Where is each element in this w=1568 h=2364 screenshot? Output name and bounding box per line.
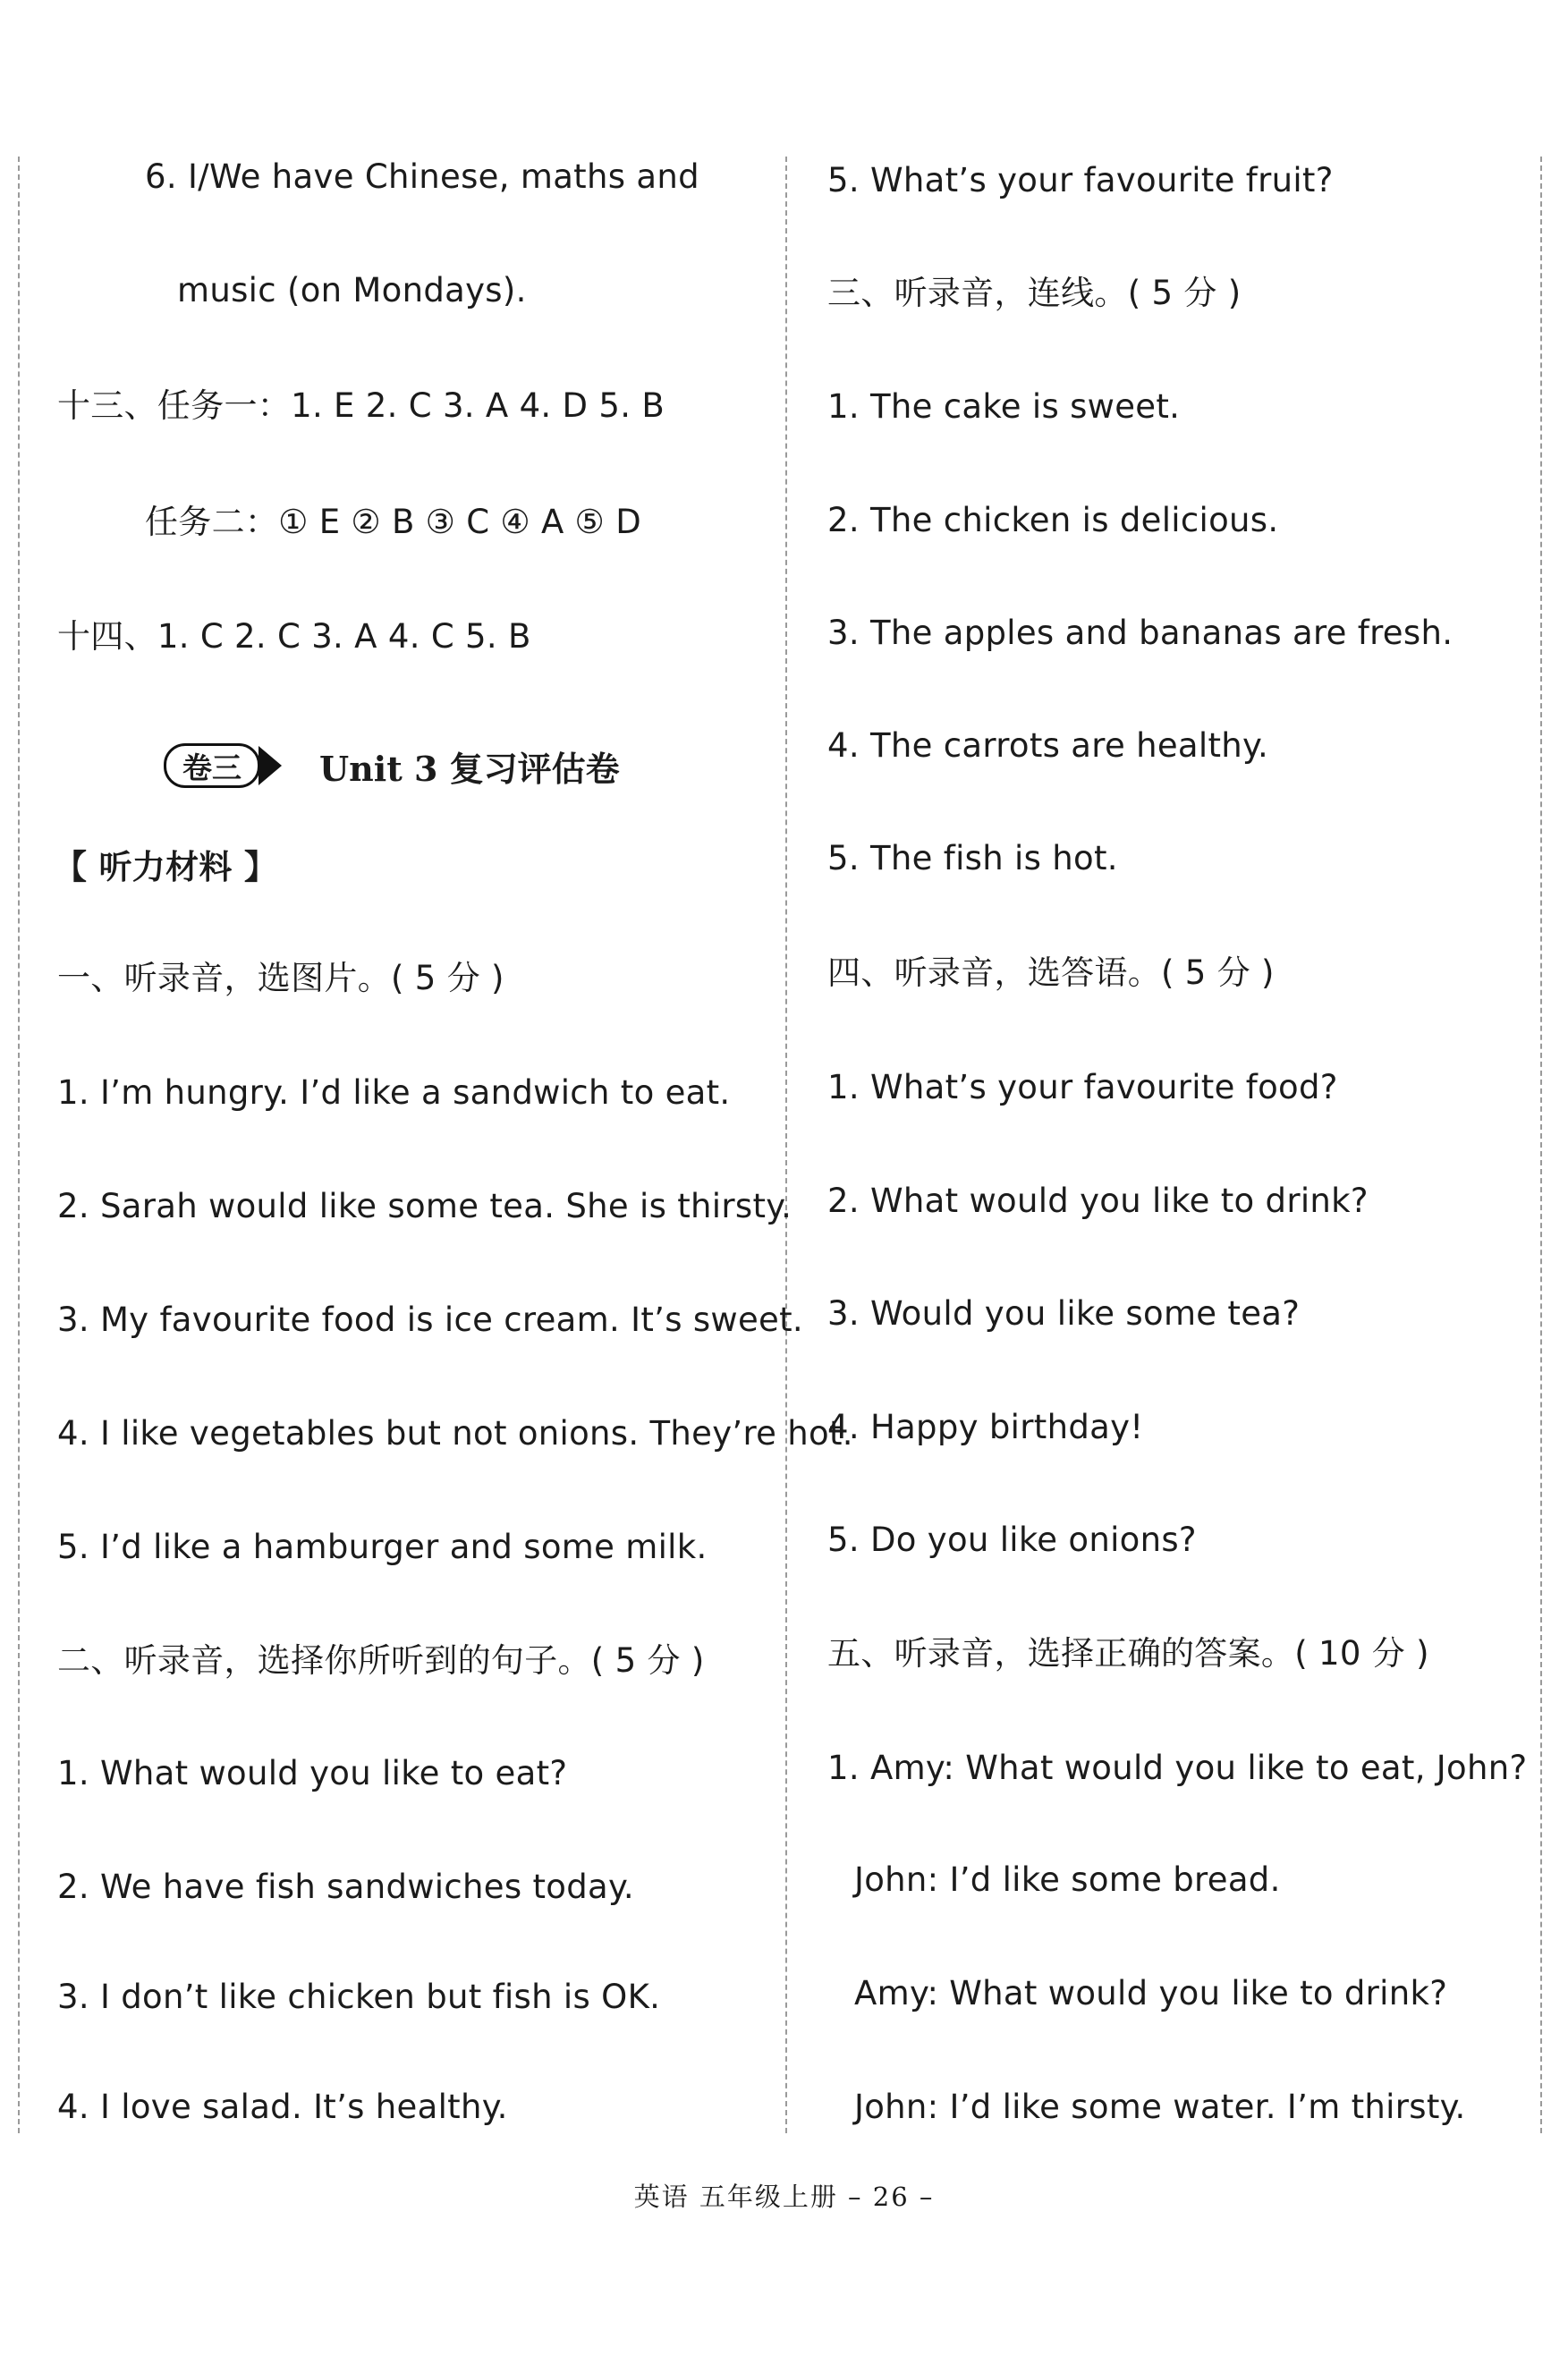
tag-arrow-icon xyxy=(259,746,282,785)
listening-heading: 【 听力材料 】 xyxy=(54,848,278,886)
section3-item: 3. The apples and bananas are fresh. xyxy=(827,614,1454,652)
section4-item: 2. What would you like to drink? xyxy=(827,1182,1369,1220)
section1-item: 3. My favourite food is ice cream. It’s sweet. xyxy=(57,1301,803,1339)
section2-item: 3. I don’t like chicken but fish is OK. xyxy=(57,1978,661,2016)
section3-item: 2. The chicken is delicious. xyxy=(827,501,1279,539)
unit-banner xyxy=(164,742,620,789)
section4-item: 5. Do you like onions? xyxy=(827,1521,1197,1559)
section1-item: 5. I’d like a hamburger and some milk. xyxy=(57,1528,708,1566)
section3-item: 1. The cake is sweet. xyxy=(827,387,1181,426)
section3-item: 4. The carrots are healthy. xyxy=(827,726,1269,765)
paper-tag: 卷三 xyxy=(164,743,260,788)
section4-heading: 四、听录音，选答语。( 5 分 ) xyxy=(827,953,1275,992)
section2-item: 4. I love salad. It’s healthy. xyxy=(57,2088,508,2126)
section3-item: 5. The fish is hot. xyxy=(827,839,1118,877)
dialogue-line: John: I’d like some water. I’m thirsty. xyxy=(854,2088,1466,2126)
section2-item: 5. What’s your favourite fruit? xyxy=(827,161,1334,199)
section1-heading: 一、听录音，选图片。( 5 分 ) xyxy=(57,959,504,997)
section1-item: 4. I like vegetables but not onions. They’re hot. xyxy=(57,1414,853,1453)
dialogue-line: 1. Amy: What would you like to eat, John? xyxy=(827,1749,1528,1787)
answer-13-task1: 十三、任务一：1. E 2. C 3. A 4. D 5. B xyxy=(57,386,665,425)
section2-item: 2. We have fish sandwiches today. xyxy=(57,1868,634,1906)
section4-item: 4. Happy birthday! xyxy=(827,1408,1144,1446)
left-margin-dashed-line xyxy=(18,157,20,2133)
section3-heading: 三、听录音，连线。( 5 分 ) xyxy=(827,274,1242,312)
section1-item: 2. Sarah would like some tea. She is thirsty. xyxy=(57,1187,792,1225)
section4-item: 3. Would you like some tea? xyxy=(827,1294,1301,1333)
answer-13-task2: 任务二：① E ② B ③ C ④ A ⑤ D xyxy=(145,503,641,541)
answer-14: 十四、1. C 2. C 3. A 4. C 5. B xyxy=(57,617,531,656)
dialogue-line: John: I’d like some bread. xyxy=(854,1860,1281,1899)
right-margin-dashed-line xyxy=(1540,157,1542,2133)
column-divider-dashed-line xyxy=(785,157,787,2133)
section2-heading: 二、听录音，选择你所听到的句子。( 5 分 ) xyxy=(57,1641,705,1680)
unit-title: Unit 3 复习评估卷 xyxy=(319,748,620,789)
section2-item: 1. What would you like to eat? xyxy=(57,1754,568,1792)
page-footer: 英语 五年级上册 – 26 – xyxy=(633,2182,935,2212)
section5-heading: 五、听录音，选择正确的答案。( 10 分 ) xyxy=(827,1634,1429,1673)
answer-line-6-cont: music (on Mondays). xyxy=(177,271,527,309)
dialogue-line: Amy: What would you like to drink? xyxy=(854,1974,1448,2012)
answer-line-6: 6. I/We have Chinese, maths and xyxy=(145,157,699,196)
section4-item: 1. What’s your favourite food? xyxy=(827,1068,1338,1106)
section1-item: 1. I’m hungry. I’d like a sandwich to eat. xyxy=(57,1073,731,1112)
